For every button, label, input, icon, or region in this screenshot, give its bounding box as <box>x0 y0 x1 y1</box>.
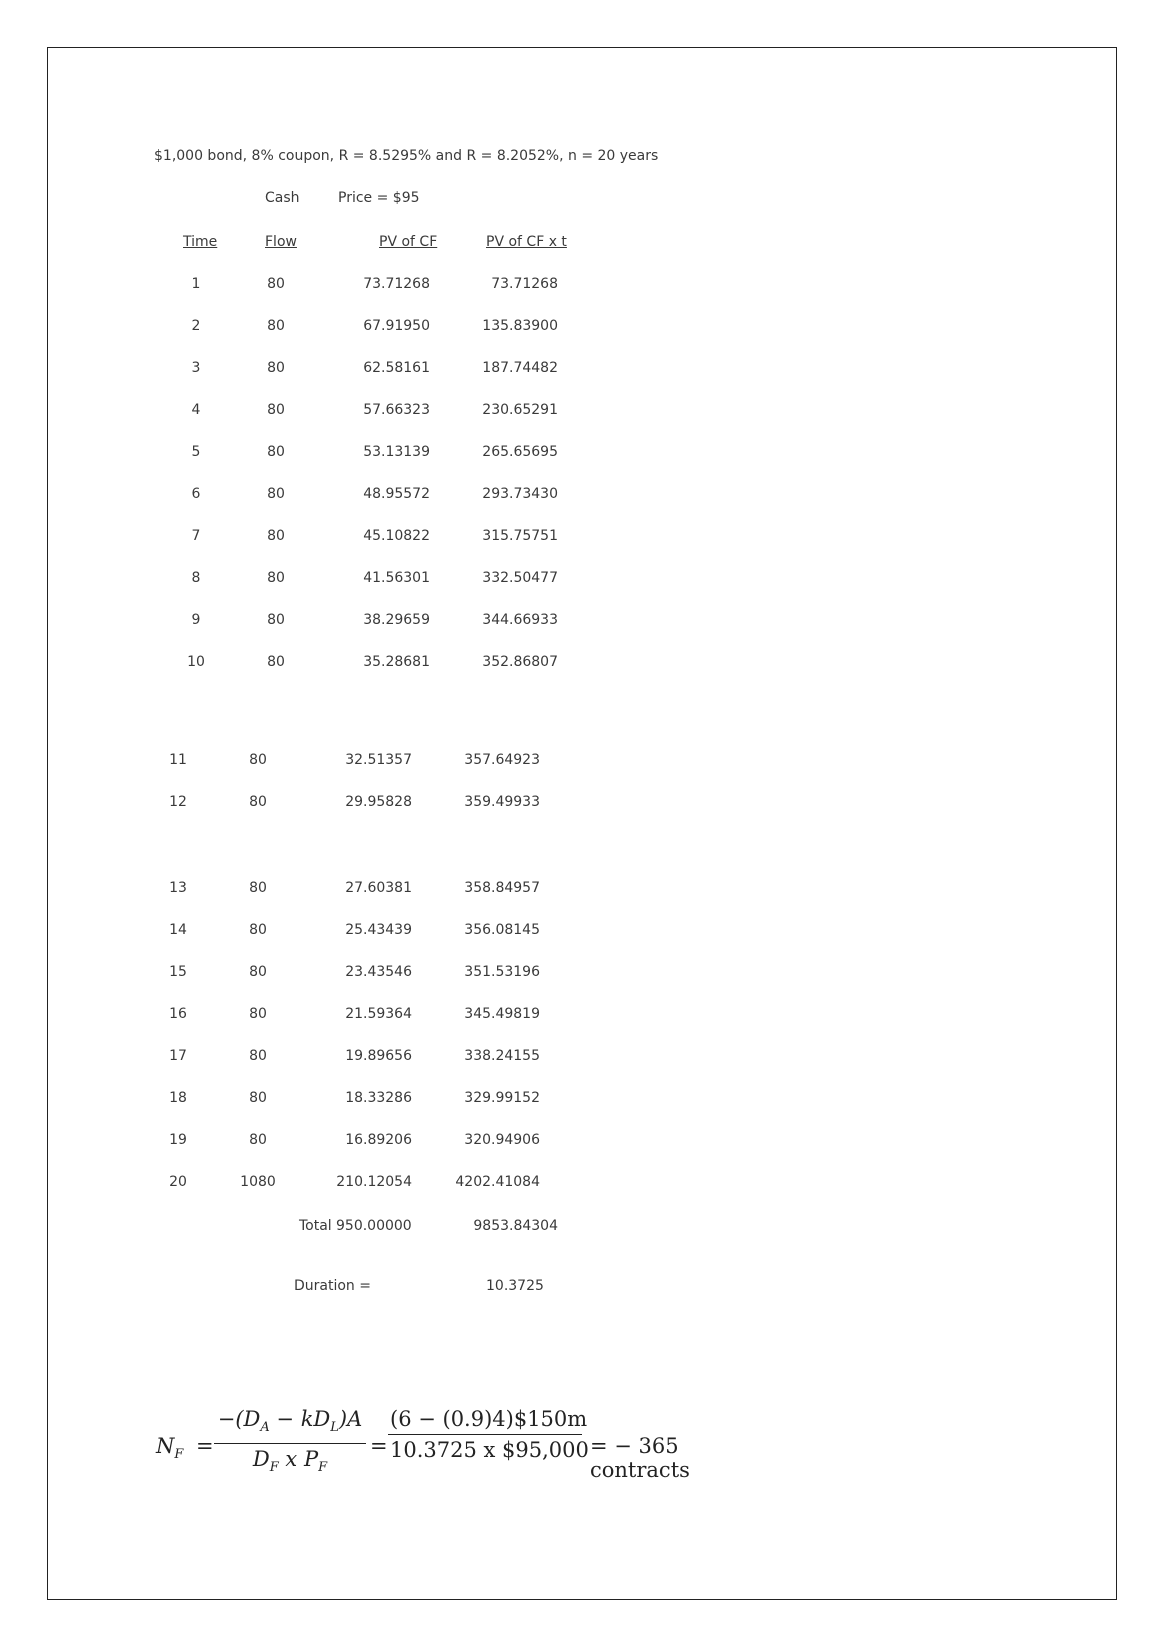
row-cash-flow: 1080 <box>240 1174 276 1190</box>
row-cash-flow: 80 <box>249 1048 267 1064</box>
row-cash-flow: 80 <box>267 444 285 460</box>
row-pv-times-t: 359.49933 <box>464 794 540 810</box>
formula-lhs <box>156 1434 183 1462</box>
row-time: 16 <box>169 1006 187 1022</box>
row-cash-flow: 80 <box>267 486 285 502</box>
row-time: 14 <box>169 922 187 938</box>
row-time: 2 <box>191 318 201 334</box>
row-pv-times-t: 352.86807 <box>482 654 558 670</box>
row-cash-flow: 80 <box>267 318 285 334</box>
formula-equals: = <box>196 1434 214 1458</box>
row-time: 8 <box>191 570 201 586</box>
row-cash-flow: 80 <box>267 276 285 292</box>
row-time: 6 <box>191 486 201 502</box>
row-time: 5 <box>191 444 201 460</box>
row-pv-times-t: 351.53196 <box>464 964 540 980</box>
column-header-pv-times-t: PV of CF x t <box>486 234 567 250</box>
row-pv-times-t: 4202.41084 <box>455 1174 540 1190</box>
row-pv: 45.10822 <box>363 528 430 544</box>
row-pv-times-t: 356.08145 <box>464 922 540 938</box>
row-pv: 35.28681 <box>363 654 430 670</box>
row-cash-flow: 80 <box>249 964 267 980</box>
row-cash-flow: 80 <box>267 528 285 544</box>
row-pv-times-t: 265.65695 <box>482 444 558 460</box>
row-cash-flow: 80 <box>249 794 267 810</box>
row-time: 1 <box>191 276 201 292</box>
total-label: Total <box>299 1218 332 1234</box>
row-time: 11 <box>169 752 187 768</box>
row-pv-times-t: 320.94906 <box>464 1132 540 1148</box>
row-pv: 38.29659 <box>363 612 430 628</box>
row-pv: 23.43546 <box>345 964 412 980</box>
row-cash-flow: 80 <box>249 1090 267 1106</box>
row-time: 10 <box>187 654 205 670</box>
fraction-symbolic-numerator: $-(D_A - kD_L)A$ <box>214 1404 366 1444</box>
duration-value: 10.3725 <box>486 1278 544 1294</box>
row-pv: 29.95828 <box>345 794 412 810</box>
row-pv: 32.51357 <box>345 752 412 768</box>
header-price: Price = $95 <box>338 190 420 206</box>
fraction-symbolic-denominator: $D_F$ x $P_F$ <box>252 1447 328 1475</box>
row-pv-times-t: 358.84957 <box>464 880 540 896</box>
row-cash-flow: 80 <box>249 1006 267 1022</box>
header-cash: Cash <box>265 190 300 206</box>
row-pv-times-t: 338.24155 <box>464 1048 540 1064</box>
row-pv: 18.33286 <box>345 1090 412 1106</box>
formula-lhs-subscript: F <box>174 1447 184 1462</box>
row-cash-flow: 80 <box>267 654 285 670</box>
row-cash-flow: 80 <box>267 360 285 376</box>
row-pv-times-t: 135.83900 <box>482 318 558 334</box>
row-pv: 27.60381 <box>345 880 412 896</box>
row-pv-times-t: 315.75751 <box>482 528 558 544</box>
formula-equals-2: = <box>370 1434 388 1458</box>
total-pv-times-t: 9853.84304 <box>473 1218 558 1234</box>
formula-fraction-symbolic <box>214 1404 366 1483</box>
column-header-time: Time <box>183 234 218 250</box>
column-header-pv: PV of CF <box>379 234 438 250</box>
row-time: 7 <box>191 528 201 544</box>
row-pv: 16.89206 <box>345 1132 412 1148</box>
row-pv-times-t: 73.71268 <box>491 276 558 292</box>
row-pv: 62.58161 <box>363 360 430 376</box>
row-time: 4 <box>191 402 201 418</box>
row-pv-times-t: 357.64923 <box>464 752 540 768</box>
row-cash-flow: 80 <box>267 570 285 586</box>
row-cash-flow: 80 <box>267 402 285 418</box>
row-cash-flow: 80 <box>249 752 267 768</box>
row-pv-times-t: 187.74482 <box>482 360 558 376</box>
row-time: 3 <box>191 360 201 376</box>
row-time: 17 <box>169 1048 187 1064</box>
row-pv-times-t: 230.65291 <box>482 402 558 418</box>
row-time: 19 <box>169 1132 187 1148</box>
formula-fraction-numeric <box>388 1404 589 1465</box>
row-pv-times-t: 344.66933 <box>482 612 558 628</box>
duration-label: Duration = <box>294 1278 371 1294</box>
row-pv: 48.95572 <box>363 486 430 502</box>
column-header-flow: Flow <box>265 234 297 250</box>
row-time: 18 <box>169 1090 187 1106</box>
document-heading: $1,000 bond, 8% coupon, R = 8.5295% and R = 8.2052%, n = 20 years <box>154 148 659 164</box>
total-pv: 950.00000 <box>336 1218 412 1234</box>
fraction-numeric-numerator: (6 − (0.9)4)$150m <box>388 1404 582 1435</box>
row-time: 13 <box>169 880 187 896</box>
row-time: 9 <box>191 612 201 628</box>
row-cash-flow: 80 <box>249 922 267 938</box>
row-time: 15 <box>169 964 187 980</box>
row-pv: 25.43439 <box>345 922 412 938</box>
row-cash-flow: 80 <box>249 1132 267 1148</box>
row-cash-flow: 80 <box>267 612 285 628</box>
row-time: 20 <box>169 1174 187 1190</box>
row-pv-times-t: 345.49819 <box>464 1006 540 1022</box>
row-pv-times-t: 329.99152 <box>464 1090 540 1106</box>
row-pv: 210.12054 <box>336 1174 412 1190</box>
formula-lhs-symbol: N <box>156 1434 175 1458</box>
row-pv: 19.89656 <box>345 1048 412 1064</box>
row-time: 12 <box>169 794 187 810</box>
row-cash-flow: 80 <box>249 880 267 896</box>
row-pv: 41.56301 <box>363 570 430 586</box>
row-pv: 21.59364 <box>345 1006 412 1022</box>
row-pv: 53.13139 <box>363 444 430 460</box>
row-pv-times-t: 293.73430 <box>482 486 558 502</box>
row-pv: 67.91950 <box>363 318 430 334</box>
fraction-numeric-denominator: 10.3725 x $95,000 <box>390 1438 589 1462</box>
formula-result: = − 365 contracts <box>590 1434 690 1482</box>
row-pv: 73.71268 <box>363 276 430 292</box>
row-pv-times-t: 332.50477 <box>482 570 558 586</box>
row-pv: 57.66323 <box>363 402 430 418</box>
